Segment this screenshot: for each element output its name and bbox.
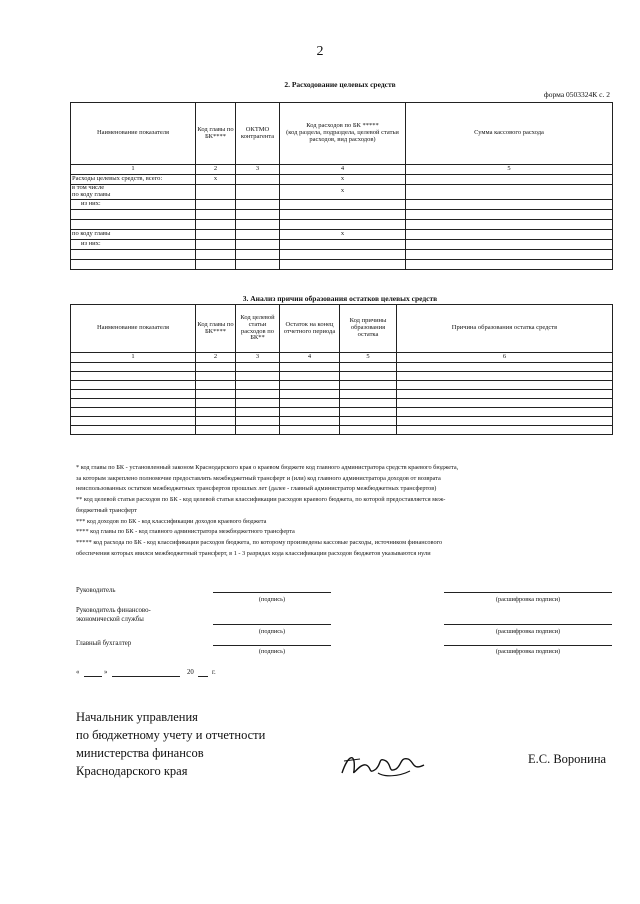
table-cell[interactable] [280, 239, 406, 249]
head-decode-line[interactable] [444, 592, 612, 593]
date-year-suffix: г. [212, 669, 216, 676]
table-cell[interactable] [196, 408, 236, 417]
table-cell[interactable] [397, 390, 613, 399]
s3-header-reason-code: Код причины образования остатка [340, 305, 397, 353]
table-row [71, 426, 613, 435]
table-cell[interactable] [397, 381, 613, 390]
table-cell[interactable] [196, 249, 236, 259]
table-cell[interactable] [71, 249, 196, 259]
footnote-line: бюджетный трансферт [76, 506, 137, 514]
s3-colnum: 2 [196, 353, 236, 363]
position-line: министерства финансов [76, 746, 204, 760]
table-cell[interactable] [236, 390, 280, 399]
table-cell[interactable] [196, 229, 236, 239]
s2-header-cash-sum: Сумма кассового расхода [406, 103, 613, 165]
s2-header-name: Наименование показателя [71, 103, 196, 165]
head-sign-line[interactable] [213, 592, 331, 593]
fin-decode-line[interactable] [444, 624, 612, 625]
accountant-sign-line[interactable] [213, 645, 331, 646]
s2-colnum: 2 [196, 165, 236, 175]
table-cell[interactable] [406, 219, 613, 229]
table-cell[interactable] [236, 199, 280, 209]
table-cell[interactable] [196, 372, 236, 381]
table-cell[interactable] [280, 363, 340, 372]
table-row [71, 372, 613, 381]
table-cell[interactable] [71, 426, 196, 435]
table-cell[interactable] [340, 399, 397, 408]
accountant-decode-caption: (расшифровка подписи) [495, 648, 561, 655]
table-cell[interactable] [196, 219, 236, 229]
table-cell[interactable] [280, 249, 406, 259]
footnote-line: обеспечения которых явился межбюджетный трансферт, в 1 - 3 разрядах кода классификации расходов бюджетов указываются нули [76, 549, 431, 557]
table-cell[interactable] [236, 363, 280, 372]
table-cell[interactable] [397, 408, 613, 417]
date-close-quote: » [104, 669, 108, 676]
s3-colnum: 1 [71, 353, 196, 363]
fin-decode-caption: (расшифровка подписи) [495, 628, 561, 635]
table-cell[interactable]: x [280, 229, 406, 239]
table-cell[interactable] [340, 408, 397, 417]
table-cell[interactable] [236, 185, 280, 200]
table-row [71, 185, 613, 200]
table-cell[interactable] [196, 390, 236, 399]
table-cell[interactable]: в том числе по коду главы [71, 185, 196, 200]
table-cell[interactable] [196, 426, 236, 435]
table-cell[interactable] [236, 372, 280, 381]
s3-colnum: 6 [397, 353, 613, 363]
table-cell[interactable]: из них: [71, 199, 196, 209]
table-cell[interactable] [397, 363, 613, 372]
position-line: по бюджетному учету и отчетности [76, 728, 266, 742]
table-cell[interactable] [236, 229, 280, 239]
table-row [71, 390, 613, 399]
table-cell[interactable] [71, 363, 196, 372]
table-cell[interactable] [280, 372, 340, 381]
table-cell[interactable] [71, 219, 196, 229]
s2-colnum: 1 [71, 165, 196, 175]
table-cell[interactable] [236, 209, 280, 219]
footnote-line: за которым закреплено полномочие предоставлять межбюджетный трансферт и (или) код главного администратора доходов от возврата [76, 474, 441, 482]
accountant-sign-caption: (подпись) [258, 648, 286, 655]
table-row [71, 259, 613, 269]
table-cell[interactable] [280, 381, 340, 390]
accountant-decode-line[interactable] [444, 645, 612, 646]
date-month-line[interactable] [112, 676, 180, 677]
table-row [71, 249, 613, 259]
s3-colnum: 3 [236, 353, 280, 363]
table-cell[interactable] [71, 399, 196, 408]
table-cell[interactable] [340, 381, 397, 390]
head-sign-caption: (подпись) [258, 596, 286, 603]
date-year-line[interactable] [198, 676, 208, 677]
table-row [71, 175, 613, 185]
page-number: 2 [316, 44, 324, 59]
head-decode-caption: (расшифровка подписи) [495, 596, 561, 603]
section2-colnum-row [71, 165, 613, 175]
table-cell[interactable] [280, 408, 340, 417]
table-row [71, 229, 613, 239]
table-cell[interactable] [236, 426, 280, 435]
date-open-quote: « [76, 669, 80, 676]
footnote-line: *** код доходов по БК - код классификации доходов краевого бюджета [76, 517, 267, 525]
table-cell[interactable] [71, 390, 196, 399]
table-cell[interactable] [406, 229, 613, 239]
table-cell[interactable] [340, 372, 397, 381]
table-cell[interactable] [196, 209, 236, 219]
fin-sign-caption: (подпись) [258, 628, 286, 635]
table-cell[interactable] [71, 372, 196, 381]
table-cell[interactable] [71, 381, 196, 390]
table-cell[interactable] [406, 185, 613, 200]
table-cell[interactable] [397, 426, 613, 435]
date-year-prefix: 20 [187, 669, 194, 676]
table-cell[interactable] [71, 209, 196, 219]
table-cell[interactable] [397, 372, 613, 381]
s2-header-oktmo: ОКТМО контрагента [236, 103, 280, 165]
table-cell[interactable] [236, 249, 280, 259]
section2-title: 2. Расходование целевых средств [284, 80, 396, 89]
table-cell[interactable] [71, 259, 196, 269]
date-day-line[interactable] [84, 676, 102, 677]
table-cell[interactable] [236, 417, 280, 426]
table-cell[interactable] [397, 417, 613, 426]
s3-header-balance: Остаток на конец отчетного периода [280, 305, 340, 353]
table-cell[interactable] [397, 399, 613, 408]
table-cell[interactable] [196, 399, 236, 408]
table-cell[interactable] [71, 408, 196, 417]
table-cell[interactable] [406, 199, 613, 209]
section3-header-row [71, 305, 613, 353]
table-cell[interactable]: по коду главы [71, 229, 196, 239]
table-cell[interactable] [406, 175, 613, 185]
fin-sign-line[interactable] [213, 624, 331, 625]
table-cell[interactable] [280, 219, 406, 229]
position-block [76, 708, 265, 780]
accountant-label: Главный бухгалтер [76, 640, 132, 647]
table-cell[interactable] [406, 259, 613, 269]
table-cell[interactable] [406, 239, 613, 249]
footnote-line: * код главы по БК - установленный законом Краснодарского края о краевом бюджете код главного администратора средств краевого бюджета, [76, 464, 459, 471]
section2-table [70, 102, 613, 270]
table-cell[interactable] [340, 417, 397, 426]
table-cell[interactable] [236, 219, 280, 229]
table-cell[interactable] [236, 259, 280, 269]
table-cell[interactable] [280, 426, 340, 435]
fin-label: Руководитель финансово- экономической службы [76, 607, 151, 623]
table-cell[interactable] [196, 259, 236, 269]
table-cell[interactable]: Расходы целевых средств, всего: [71, 175, 196, 185]
table-cell[interactable] [196, 381, 236, 390]
table-cell[interactable] [340, 363, 397, 372]
table-row [71, 199, 613, 209]
table-cell[interactable] [236, 408, 280, 417]
table-cell[interactable] [196, 199, 236, 209]
s3-header-name: Наименование показателя [71, 305, 196, 353]
table-row [71, 381, 613, 390]
position-line: Начальник управления [76, 710, 198, 724]
s3-header-reason: Причина образования остатка средств [397, 305, 613, 353]
table-cell[interactable] [280, 399, 340, 408]
head-label: Руководитель [76, 587, 116, 594]
table-cell[interactable]: из них: [71, 239, 196, 249]
table-cell[interactable] [196, 185, 236, 200]
section3-colnum-row [71, 353, 613, 363]
table-row [71, 363, 613, 372]
table-cell[interactable] [340, 390, 397, 399]
position-line: Краснодарского края [76, 764, 188, 778]
table-cell[interactable]: x [280, 175, 406, 185]
table-cell[interactable] [280, 199, 406, 209]
table-row [71, 399, 613, 408]
table-cell[interactable] [236, 175, 280, 185]
s3-colnum: 4 [280, 353, 340, 363]
table-cell[interactable] [236, 239, 280, 249]
table-cell[interactable]: x [196, 175, 236, 185]
table-cell[interactable] [280, 390, 340, 399]
table-cell[interactable] [196, 417, 236, 426]
table-row [71, 209, 613, 219]
footnotes [76, 463, 616, 559]
signatory-name: Е.С. Воронина [528, 752, 607, 766]
s3-colnum: 5 [340, 353, 397, 363]
table-cell[interactable] [406, 249, 613, 259]
footnote-line: ***** код расхода по БК - код классификации расходов бюджета, по которому произведены кассовые расходы, источником финансового [76, 538, 443, 546]
s2-colnum: 3 [236, 165, 280, 175]
table-row [71, 417, 613, 426]
table-cell[interactable]: x [280, 185, 406, 200]
form-code: форма 0503324К с. 2 [543, 90, 610, 99]
table-row [71, 219, 613, 229]
s2-header-expense-code: Код расходов по БК ***** (код раздела, подраздела, целевой статьи расходов, вид расходов) [280, 103, 406, 165]
table-cell[interactable] [280, 417, 340, 426]
footnote-line: ** код целевой статьи расходов по БК - код целевой статьи классификации расходов краевого бюджета, по которой предоставляется меж- [76, 496, 446, 504]
table-cell[interactable] [196, 239, 236, 249]
footnote-line: неиспользованных остатков межбюджетных трансфертов прошлых лет (далее - главный администратор межбюджетных трансфертов) [76, 485, 437, 493]
table-cell[interactable] [236, 399, 280, 408]
s2-colnum: 4 [280, 165, 406, 175]
table-cell[interactable] [280, 259, 406, 269]
section3-title: 3. Анализ причин образования остатков целевых средств [242, 294, 438, 303]
table-cell[interactable] [236, 381, 280, 390]
table-row [71, 408, 613, 417]
table-cell[interactable] [71, 417, 196, 426]
section3-table [70, 304, 613, 435]
handwritten-signature [338, 743, 430, 783]
table-cell[interactable] [196, 363, 236, 372]
table-cell[interactable] [340, 426, 397, 435]
s2-header-chapter: Код главы по БК**** [196, 103, 236, 165]
table-row [71, 239, 613, 249]
footnote-line: **** код главы по БК - код главного администратора межбюджетного трансферта [76, 528, 295, 536]
s3-header-target-code: Код целевой статьи расходов по БК** [236, 305, 280, 353]
s2-colnum: 5 [406, 165, 613, 175]
section2-header-row [71, 103, 613, 165]
table-cell[interactable] [280, 209, 406, 219]
table-cell[interactable] [406, 209, 613, 219]
s3-header-chapter: Код главы по БК**** [196, 305, 236, 353]
